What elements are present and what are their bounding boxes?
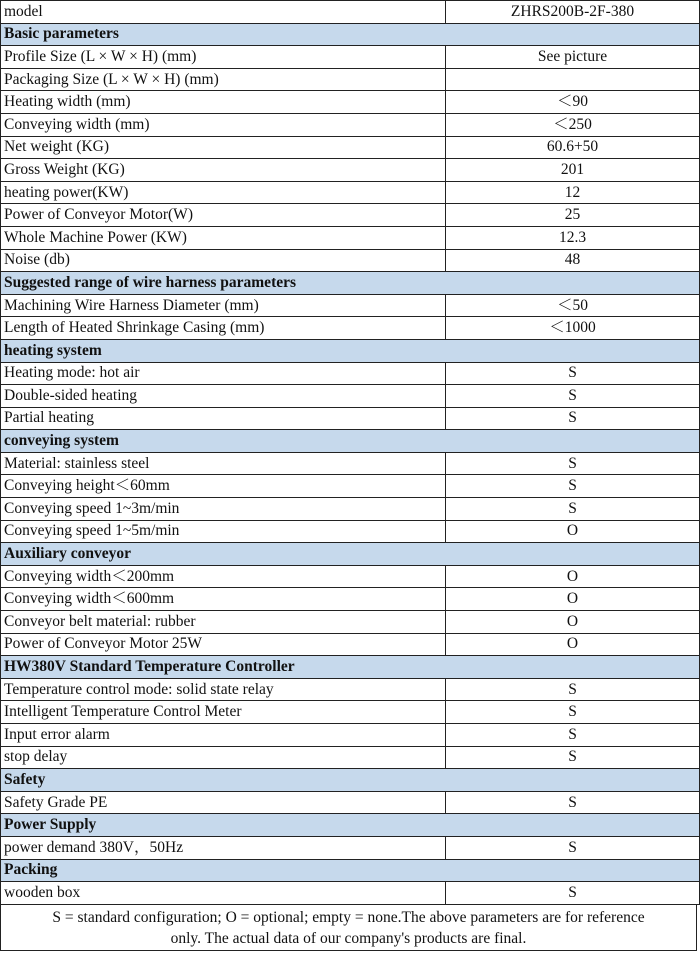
param-label: power demand 380V，50Hz bbox=[1, 836, 446, 859]
table-row bbox=[1, 701, 700, 724]
param-value: S bbox=[446, 452, 700, 475]
section-title: Auxiliary conveyor bbox=[1, 543, 700, 566]
param-value: O bbox=[446, 611, 700, 634]
param-value: 12 bbox=[446, 181, 700, 204]
section-title: HW380V Standard Temperature Controller bbox=[1, 656, 700, 679]
param-value: 48 bbox=[446, 249, 700, 272]
section-header bbox=[1, 859, 700, 882]
param-value: S bbox=[446, 882, 700, 905]
table-row bbox=[1, 520, 700, 543]
section-title: Suggested range of wire harness parameters bbox=[1, 272, 700, 295]
section-header bbox=[1, 339, 700, 362]
param-value: See picture bbox=[446, 46, 700, 69]
section-header bbox=[1, 814, 700, 837]
section-title: Packing bbox=[1, 859, 700, 882]
param-value: S bbox=[446, 746, 700, 769]
table-row bbox=[1, 498, 700, 521]
table-row bbox=[1, 565, 700, 588]
param-label: Intelligent Temperature Control Meter bbox=[1, 701, 446, 724]
table-row bbox=[1, 317, 700, 340]
table-row bbox=[1, 836, 700, 859]
table-row bbox=[1, 46, 700, 69]
table-row bbox=[1, 294, 700, 317]
param-label: Conveyor belt material: rubber bbox=[1, 611, 446, 634]
section-header bbox=[1, 430, 700, 453]
param-label: Power of Conveyor Motor 25W bbox=[1, 633, 446, 656]
param-value: 60.6+50 bbox=[446, 136, 700, 159]
param-value bbox=[446, 68, 700, 91]
table-row bbox=[1, 791, 700, 814]
param-value: 201 bbox=[446, 159, 700, 182]
param-value: S bbox=[446, 385, 700, 408]
param-value: ＜1000 bbox=[446, 317, 700, 340]
param-label: heating power(KW) bbox=[1, 181, 446, 204]
param-label: Double-sided heating bbox=[1, 385, 446, 408]
table-row bbox=[1, 249, 700, 272]
table-row bbox=[1, 678, 700, 701]
param-value: O bbox=[446, 633, 700, 656]
section-header bbox=[1, 769, 700, 792]
table-row bbox=[1, 136, 700, 159]
param-value: S bbox=[446, 724, 700, 747]
param-label: Machining Wire Harness Diameter (mm) bbox=[1, 294, 446, 317]
table-row bbox=[1, 611, 700, 634]
table-row bbox=[1, 226, 700, 249]
param-label: Power of Conveyor Motor(W) bbox=[1, 204, 446, 227]
table-row bbox=[1, 385, 700, 408]
param-value: 25 bbox=[446, 204, 700, 227]
table-row bbox=[1, 475, 700, 498]
footnote bbox=[0, 905, 697, 951]
param-label: Conveying speed 1~5m/min bbox=[1, 520, 446, 543]
param-label: Length of Heated Shrinkage Casing (mm) bbox=[1, 317, 446, 340]
table-row bbox=[1, 1, 700, 24]
param-label: Heating mode: hot air bbox=[1, 362, 446, 385]
param-value: S bbox=[446, 678, 700, 701]
table-row bbox=[1, 159, 700, 182]
param-value: S bbox=[446, 362, 700, 385]
param-label: Conveying width＜600mm bbox=[1, 588, 446, 611]
table-row bbox=[1, 633, 700, 656]
param-value: O bbox=[446, 520, 700, 543]
param-label: Conveying speed 1~3m/min bbox=[1, 498, 446, 521]
section-title: conveying system bbox=[1, 430, 700, 453]
table-row bbox=[1, 407, 700, 430]
section-title: Safety bbox=[1, 769, 700, 792]
param-label: Gross Weight (KG) bbox=[1, 159, 446, 182]
param-value: S bbox=[446, 791, 700, 814]
param-label: Input error alarm bbox=[1, 724, 446, 747]
param-value: S bbox=[446, 701, 700, 724]
param-label: wooden box bbox=[1, 882, 446, 905]
param-label: Net weight (KG) bbox=[1, 136, 446, 159]
param-value: O bbox=[446, 565, 700, 588]
section-header bbox=[1, 543, 700, 566]
table-row bbox=[1, 882, 700, 905]
param-value: O bbox=[446, 588, 700, 611]
param-label: Profile Size (L × W × H) (mm) bbox=[1, 46, 446, 69]
param-value: S bbox=[446, 475, 700, 498]
table-row bbox=[1, 113, 700, 136]
section-title: heating system bbox=[1, 339, 700, 362]
param-label: Packaging Size (L × W × H) (mm) bbox=[1, 68, 446, 91]
section-header bbox=[1, 23, 700, 46]
table-row bbox=[1, 588, 700, 611]
section-header bbox=[1, 272, 700, 295]
table-row bbox=[1, 181, 700, 204]
param-value: S bbox=[446, 498, 700, 521]
table-row bbox=[1, 724, 700, 747]
param-label: stop delay bbox=[1, 746, 446, 769]
param-value: ＜50 bbox=[446, 294, 700, 317]
param-value: S bbox=[446, 407, 700, 430]
param-label: Whole Machine Power (KW) bbox=[1, 226, 446, 249]
param-value: 12.3 bbox=[446, 226, 700, 249]
param-label: Material: stainless steel bbox=[1, 452, 446, 475]
param-value: ＜90 bbox=[446, 91, 700, 114]
section-title: Basic parameters bbox=[1, 23, 700, 46]
footnote-line-1: S = standard configuration; O = optional; empty = none.The above parameters are for reference bbox=[52, 908, 645, 926]
footnote-line-2: only. The actual data of our company's products are final. bbox=[170, 929, 527, 947]
param-label: Conveying height＜60mm bbox=[1, 475, 446, 498]
param-label: Conveying width (mm) bbox=[1, 113, 446, 136]
table-row bbox=[1, 452, 700, 475]
param-label: Noise (db) bbox=[1, 249, 446, 272]
table-row bbox=[1, 91, 700, 114]
param-label: Temperature control mode: solid state relay bbox=[1, 678, 446, 701]
table-row bbox=[1, 68, 700, 91]
section-header bbox=[1, 656, 700, 679]
table-row bbox=[1, 204, 700, 227]
param-label: Safety Grade PE bbox=[1, 791, 446, 814]
section-title: Power Supply bbox=[1, 814, 700, 837]
param-value: ZHRS200B-2F-380 bbox=[446, 1, 700, 24]
param-label: Conveying width＜200mm bbox=[1, 565, 446, 588]
table-row bbox=[1, 362, 700, 385]
param-label: model bbox=[1, 1, 446, 24]
table-row bbox=[1, 746, 700, 769]
param-label: Heating width (mm) bbox=[1, 91, 446, 114]
param-value: S bbox=[446, 836, 700, 859]
param-value: ＜250 bbox=[446, 113, 700, 136]
param-label: Partial heating bbox=[1, 407, 446, 430]
